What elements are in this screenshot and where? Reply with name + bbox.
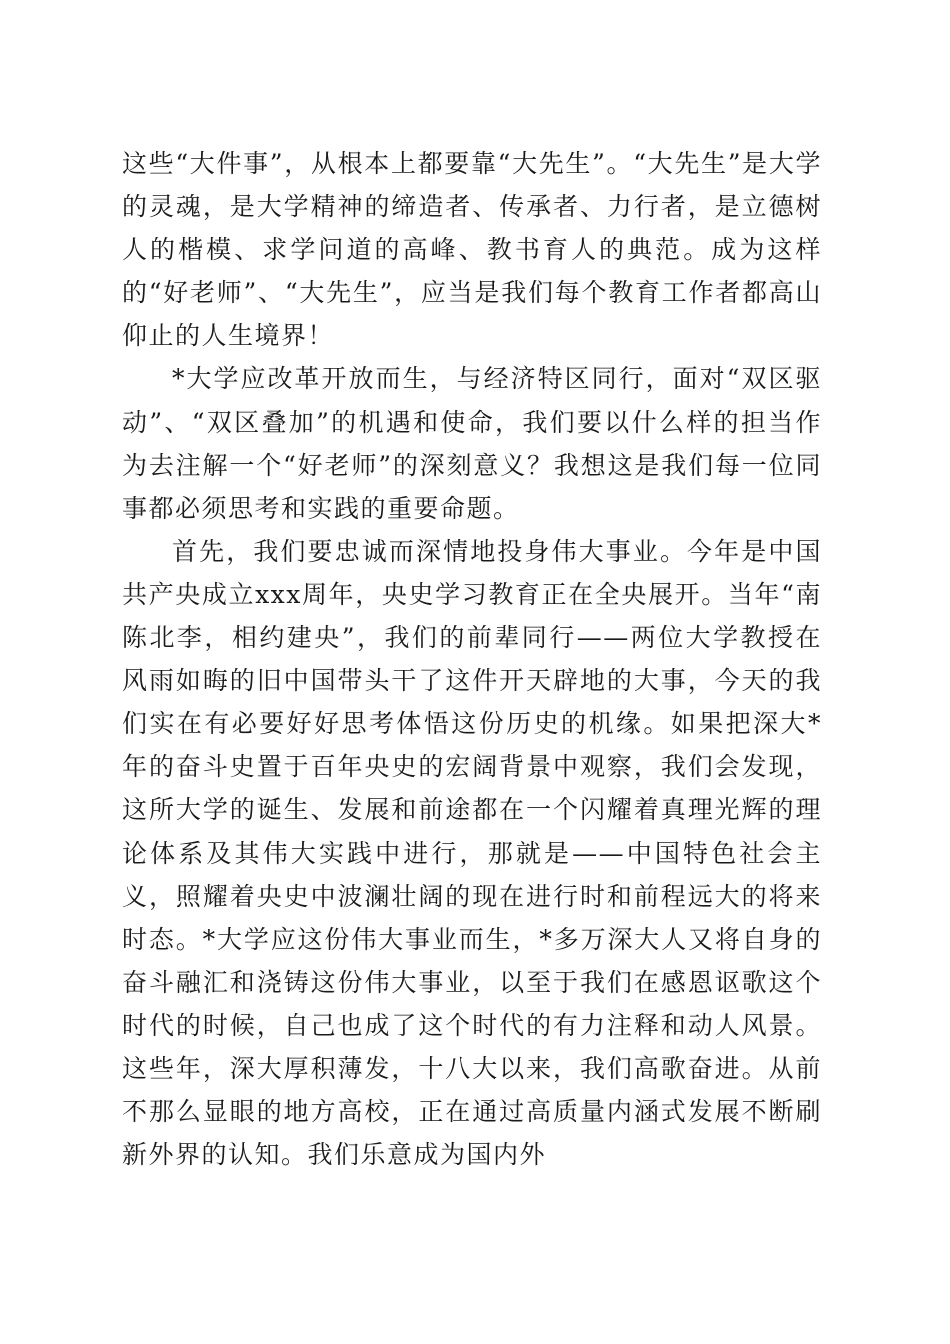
paragraph-3: 首先，我们要忠诚而深情地投身伟大事业。今年是中国共产央成立xxx周年，央史学习教育正在全央展开。当年“南陈北李，相约建央”，我们的前辈同行——两位大学教授在风雨如晦的旧中国带头干了这件开天辟地的大事，今天的我们实在有必要好好思考体悟这份历史的机缘。如果把深大*年的奋斗史置于百年央史的宏阔背景中观察，我们会发现，这所大学的诞生、发展和前途都在一个闪耀着真理光辉的理论体系及其伟大实践中进行，那就是——中国特色社会主义，照耀着央史中波澜壮阔的现在进行时和前程远大的将来时态。*大学应这份伟大事业而生，*多万深大人又将自身的奋斗融汇和浇铸这份伟大事业，以至于我们在感恩讴歌这个时代的时候，自己也成了这个时代的有力注释和动人风景。这些年，深大厚积薄发，十八大以来，我们高歌奋进。从前不那么显眼的地方高校，正在通过高质量内涵式发展不断刷新外界的认知。我们乐意成为国内外 — [122, 536, 822, 1170]
document-body — [122, 142, 822, 1176]
paragraph-2: *大学应改革开放而生，与经济特区同行，面对“双区驱动”、“双区叠加”的机遇和使命，我们要以什么样的担当作为去注解一个“好老师”的深刻意义？我想这是我们每一位同事都必须思考和实践的重要命题。 — [122, 364, 822, 523]
paragraph-1: 这些“大件事”，从根本上都要靠“大先生”。“大先生”是大学的灵魂，是大学精神的缔造者、传承者、力行者，是立德树人的楷模、求学问道的高峰、教书育人的典范。成为这样的“好老师”、“大先生”，应当是我们每个教育工作者都高山仰止的人生境界！ — [122, 149, 822, 351]
